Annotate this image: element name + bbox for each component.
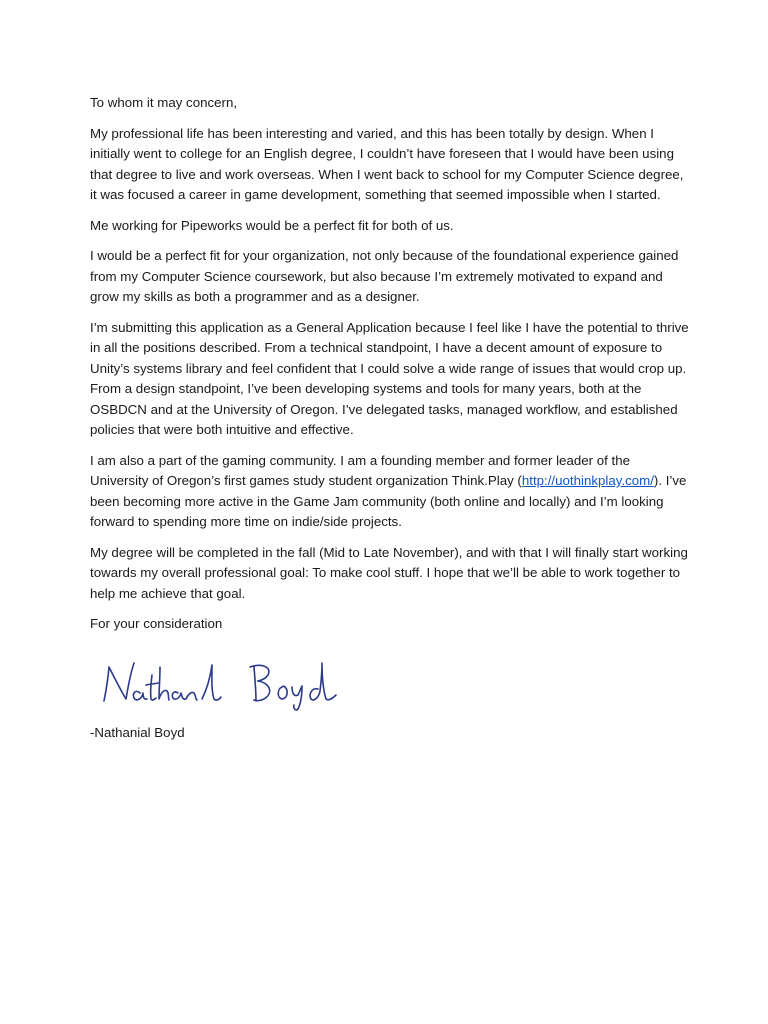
salutation: To whom it may concern, [90,95,238,110]
signer-name: -Nathanial Boyd [90,724,185,740]
handwritten-signature [96,653,346,713]
paragraph-fit: I would be a perfect fit for your organization, not only because of the foundational experience gained from my Computer Science coursework, but also because I’m extremely motivated to expand and grow my skills as both a programmer and as a designer. [90,248,679,304]
community-text-after-link: ). I’ve been becoming more active in the Game Jam community (both online and locally) and I’m looking forward to spending more time on indie/side projects. [90,473,687,529]
paragraph-application: I’m submitting this application as a General Application because I feel like I have the potential to thrive in all the positions described. From a technical standpoint, I have a decent amount of exposure to Unity’s systems library and feel confident that I could solve a wide range of issues that would crop up. From a design standpoint, I’ve been developing systems and tools for many years, both at the OSBDCN and at the University of Oregon. I’ve delegated tasks, managed workflow, and established policies that were both intuitive and effective. [90,319,689,437]
letter-body [90,93,690,753]
paragraph-intro: My professional life has been interesting and varied, and this has been totally by design. When I initially went to college for an English degree, I couldn’t have foreseen that I would have been using that degree to live and work overseas. When I went back to school for my Computer Science degree, it was focused a career in game development, something that seemed impossible when I started. [90,125,684,202]
thinkplay-link[interactable]: http://uothinkplay.com/ [521,473,654,488]
paragraph-degree: My degree will be completed in the fall (Mid to Late November), and with that I will finally start working towards my overall professional goal: To make cool stuff. I hope that we’ll be able to work together to help me achieve that goal. [90,544,688,601]
community-text-before-link: I am also a part of the gaming community. I am a founding member and former leader of the University of Oregon’s first games study student organization Think.Play ( [90,452,631,488]
closing-line: For your consideration [90,616,223,631]
paragraph-community [90,451,690,533]
paragraph-pipeworks: Me working for Pipeworks would be a perfect fit for both of us. [90,217,454,233]
